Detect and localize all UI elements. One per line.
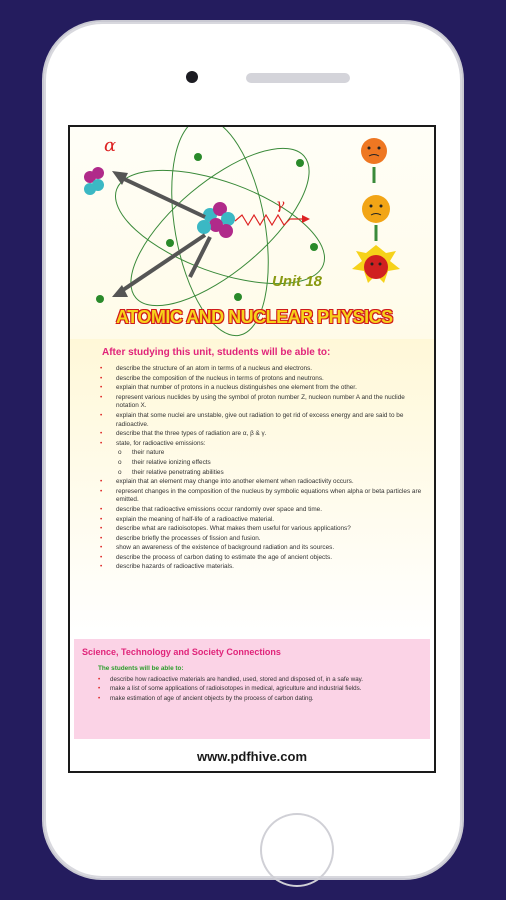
objective-item: • describe the composition of the nucleus in terms of protons and neutrons.: [100, 375, 428, 384]
objective-item: • explain that some nuclei are unstable, give out radiation to get rid of excess energy and are said to be radioactive.: [100, 412, 428, 429]
objective-item: • represent various nuclides by using the symbol of proton number Z, nucleon number A and the nuclide notation X.: [100, 394, 428, 411]
alpha-particle-icon: [84, 167, 104, 195]
nucleus-icon: [197, 202, 235, 238]
objective-item: • show an awareness of the existence of background radiation and its sources.: [100, 544, 428, 553]
sts-item: • make a list of some applications of radioisotopes in medical, agriculture and industrial fields.: [98, 684, 424, 693]
objective-item: • describe what are radioisotopes. What makes them useful for various applications?: [100, 525, 428, 534]
sts-title: Science, Technology and Society Connections: [82, 647, 281, 657]
sts-item: • describe how radioactive materials are handled, used, stored and disposed of, in a safe way.: [98, 675, 424, 684]
gamma-symbol: γ: [276, 197, 285, 213]
objective-item: • describe the process of carbon dating to estimate the age of ancient objects.: [100, 554, 428, 563]
objective-subitem: o their nature: [100, 449, 428, 458]
decay-faces-icon: [352, 138, 400, 283]
sts-list: [98, 675, 424, 703]
learning-objectives: [70, 339, 434, 639]
objective-item: • represent changes in the composition of the nucleus by symbolic equations when alpha or beta particles are emitted.: [100, 488, 428, 505]
objective-subitem: o their relative ionizing effects: [100, 459, 428, 468]
sts-subtitle: The students will be able to:: [98, 665, 184, 672]
website-watermark: www.pdfhive.com: [196, 749, 308, 764]
chapter-title: ATOMIC AND NUCLEAR PHYSICS: [116, 307, 393, 327]
home-button[interactable]: [260, 813, 334, 887]
objective-item: • describe briefly the processes of fission and fusion.: [100, 535, 428, 544]
book-page-screen[interactable]: [68, 125, 436, 773]
objectives-header: After studying this unit, students will be able to:: [102, 347, 331, 358]
objective-item: • describe that radioactive emissions occur randomly over space and time.: [100, 506, 428, 515]
objective-item: • describe the structure of an atom in terms of a nucleus and electrons.: [100, 365, 428, 374]
objective-item: • explain that number of protons in a nucleus distinguishes one element from the other.: [100, 384, 428, 393]
sts-item: • make estimation of age of ancient objects by the process of carbon dating.: [98, 694, 424, 703]
objective-item: • describe hazards of radioactive materials.: [100, 563, 428, 572]
objective-item: • explain that an element may change into another element when radioactivity occurs.: [100, 478, 428, 487]
unit-label: Unit 18: [272, 273, 323, 290]
objective-item: • describe that the three types of radiation are α, β & γ.: [100, 430, 428, 439]
chapter-hero: [70, 127, 434, 345]
objective-subitem: o their relative penetrating abilities: [100, 469, 428, 478]
objective-item: • explain the meaning of half-life of a radioactive material.: [100, 516, 428, 525]
alpha-symbol: α: [104, 135, 117, 156]
objectives-list: [100, 365, 428, 573]
front-camera: [186, 71, 198, 83]
objective-item: • state, for radioactive emissions:: [100, 440, 428, 449]
sts-connections-box: [74, 639, 430, 739]
earpiece-speaker: [246, 73, 350, 83]
